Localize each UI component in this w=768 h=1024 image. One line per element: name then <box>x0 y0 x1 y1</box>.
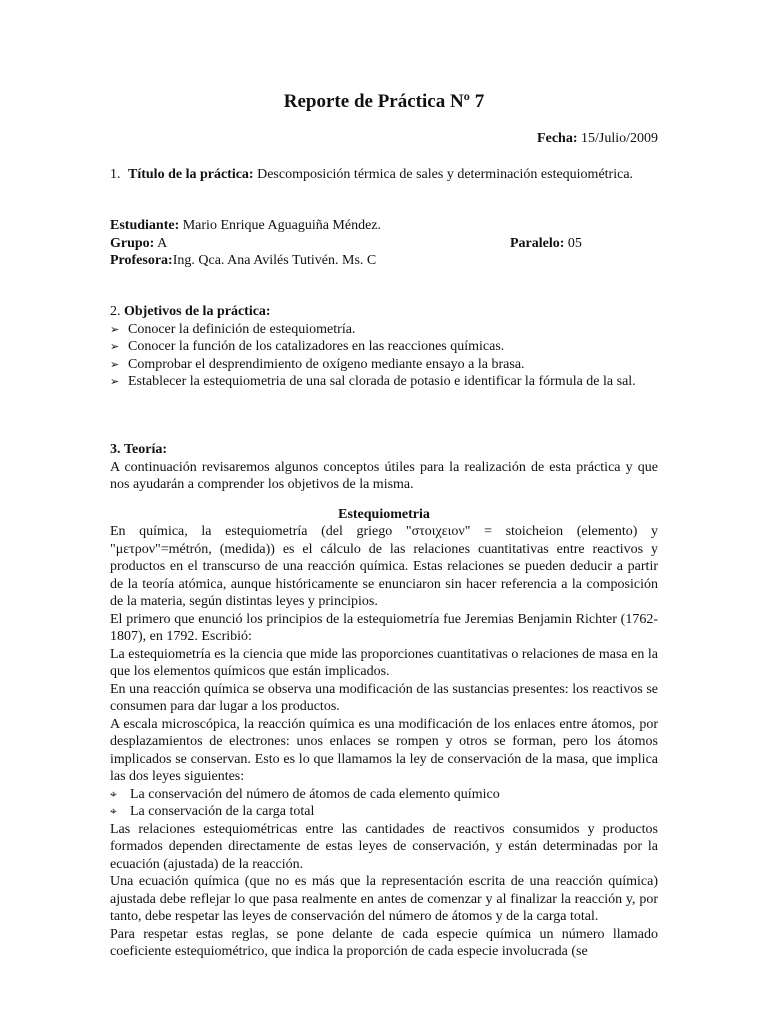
conservation-text: La conservación de la carga total <box>130 804 315 819</box>
section-3-label: Teoría: <box>124 442 168 457</box>
section-theory <box>110 441 658 961</box>
objective-text: Conocer la definición de estequiometría. <box>128 321 356 337</box>
professor-value: Ing. Qca. Ana Avilés Tutivén. Ms. C <box>172 253 377 268</box>
section-1-number: 1. <box>110 167 121 182</box>
objective-item <box>110 321 658 339</box>
objective-text: Establecer la estequiometria de una sal clorada de potasio e identificar la fórmula de la sal. <box>128 374 636 389</box>
parallel-field <box>510 235 582 253</box>
section-2-label: Objetivos de la práctica: <box>124 304 271 319</box>
objective-item <box>110 373 658 391</box>
parallel-label: Paralelo: <box>510 235 565 251</box>
student-info <box>110 217 658 270</box>
date-label: Fecha: <box>537 131 578 146</box>
subheading-stoichiometry: Estequiometria <box>338 506 430 522</box>
section-2-heading <box>110 303 658 321</box>
theory-paragraph: Las relaciones estequiométricas entre las cantidades de reactivos consumidos y productos formados dependen directamente de estas leyes de conservación, y están determinadas por la ecuación (ajustada) de la reacción. <box>110 821 658 872</box>
student-label: Estudiante: <box>110 218 180 233</box>
conservation-item <box>110 786 658 804</box>
section-1-text: Descomposición térmica de sales y determinación estequiométrica. <box>257 167 634 182</box>
objective-text: Conocer la función de los catalizadores en las reacciones químicas. <box>128 339 505 354</box>
conservation-laws-list <box>110 786 658 821</box>
conservation-text: La conservación del número de átomos de cada elemento químico <box>130 786 500 802</box>
objective-item <box>110 356 658 374</box>
group-value: A <box>157 235 168 251</box>
section-objectives <box>110 303 658 391</box>
arrowhead-bullet-icon: ➢ <box>110 340 120 353</box>
crosshair-bullet-icon: ⌖ <box>110 804 117 818</box>
section-1-label: Título de la práctica: <box>128 167 254 182</box>
date-line <box>537 131 658 147</box>
objective-text: Comprobar el desprendimiento de oxígeno mediante ensayo a la brasa. <box>128 356 525 372</box>
section-3-heading <box>110 441 658 459</box>
crosshair-bullet-icon: ⌖ <box>110 786 117 801</box>
group-label: Grupo: <box>110 235 155 251</box>
theory-intro: A continuación revisaremos algunos conceptos útiles para la realización de esta práctica y que nos ayudarán a comprender los objetivos de la misma. <box>110 459 658 492</box>
objectives-list <box>110 321 658 391</box>
section-3-number: 3. <box>110 442 121 457</box>
arrowhead-bullet-icon: ➢ <box>110 322 120 336</box>
arrowhead-bullet-icon: ➢ <box>110 357 120 371</box>
conservation-item <box>110 803 658 821</box>
professor-label: Profesora: <box>110 253 173 268</box>
parallel-value: 05 <box>567 235 582 251</box>
theory-paragraph: En una reacción química se observa una modificación de las sustancias presentes: los reactivos se consumen para dar lugar a los productos. <box>110 681 658 714</box>
student-row <box>110 217 658 235</box>
theory-paragraph: Una ecuación química (que no es más que la representación escrita de una reacción química) ajustada debe reflejar lo que pasa realmente en antes de comenzar y al finalizar la reacción y, por tanto, debe respetar las leyes de conservación del número de átomos y de la carga total. <box>110 874 658 924</box>
group-row <box>110 235 658 253</box>
section-practice-title <box>110 166 658 184</box>
student-value: Mario Enrique Aguaguiña Méndez. <box>182 218 382 233</box>
arrowhead-bullet-icon: ➢ <box>110 375 120 388</box>
section-1-body <box>128 166 658 184</box>
professor-row <box>110 252 658 270</box>
document-title: Reporte de Práctica Nº 7 <box>283 91 485 112</box>
theory-paragraph: El primero que enunció los principios de la estequiometría fue Jeremias Benjamin Richter (1762-1807), en 1792. Escribió: <box>110 611 658 644</box>
date-value: 15/Julio/2009 <box>580 131 658 146</box>
theory-paragraph: Para respetar estas reglas, se pone delante de cada especie química un número llamado coeficiente estequiométrico, que indica la proporción de cada especie involucrada (se <box>110 926 658 959</box>
objective-item <box>110 338 658 356</box>
theory-paragraph: En química, la estequiometría (del griego "στοιχειον" = stoicheion (elemento) y "μετρον"=métrón, (medida)) es el cálculo de las relaciones cuantitativas entre reactivos y productos en el transcurso de una reacción química. Estas relaciones se pueden deducir a partir de la teoría atómica, aunque históricamente se enunciaron sin hacer referencia a la composición de la materia, según distintas leyes y principios. <box>110 524 658 609</box>
theory-paragraph: La estequiometría es la ciencia que mide las proporciones cuantitativas o relaciones de masa en la que los elementos químicos que están implicados. <box>110 646 658 679</box>
theory-paragraph: A escala microscópica, la reacción química es una modificación de los enlaces entre átomos, por desplazamientos de electrones: unos enlaces se rompen y otros se forman, pero los átomos implicados se conservan. Esto es lo que llamamos la ley de conservación de la masa, que implica las dos leyes siguientes: <box>110 716 658 784</box>
section-2-number: 2. <box>110 304 121 319</box>
